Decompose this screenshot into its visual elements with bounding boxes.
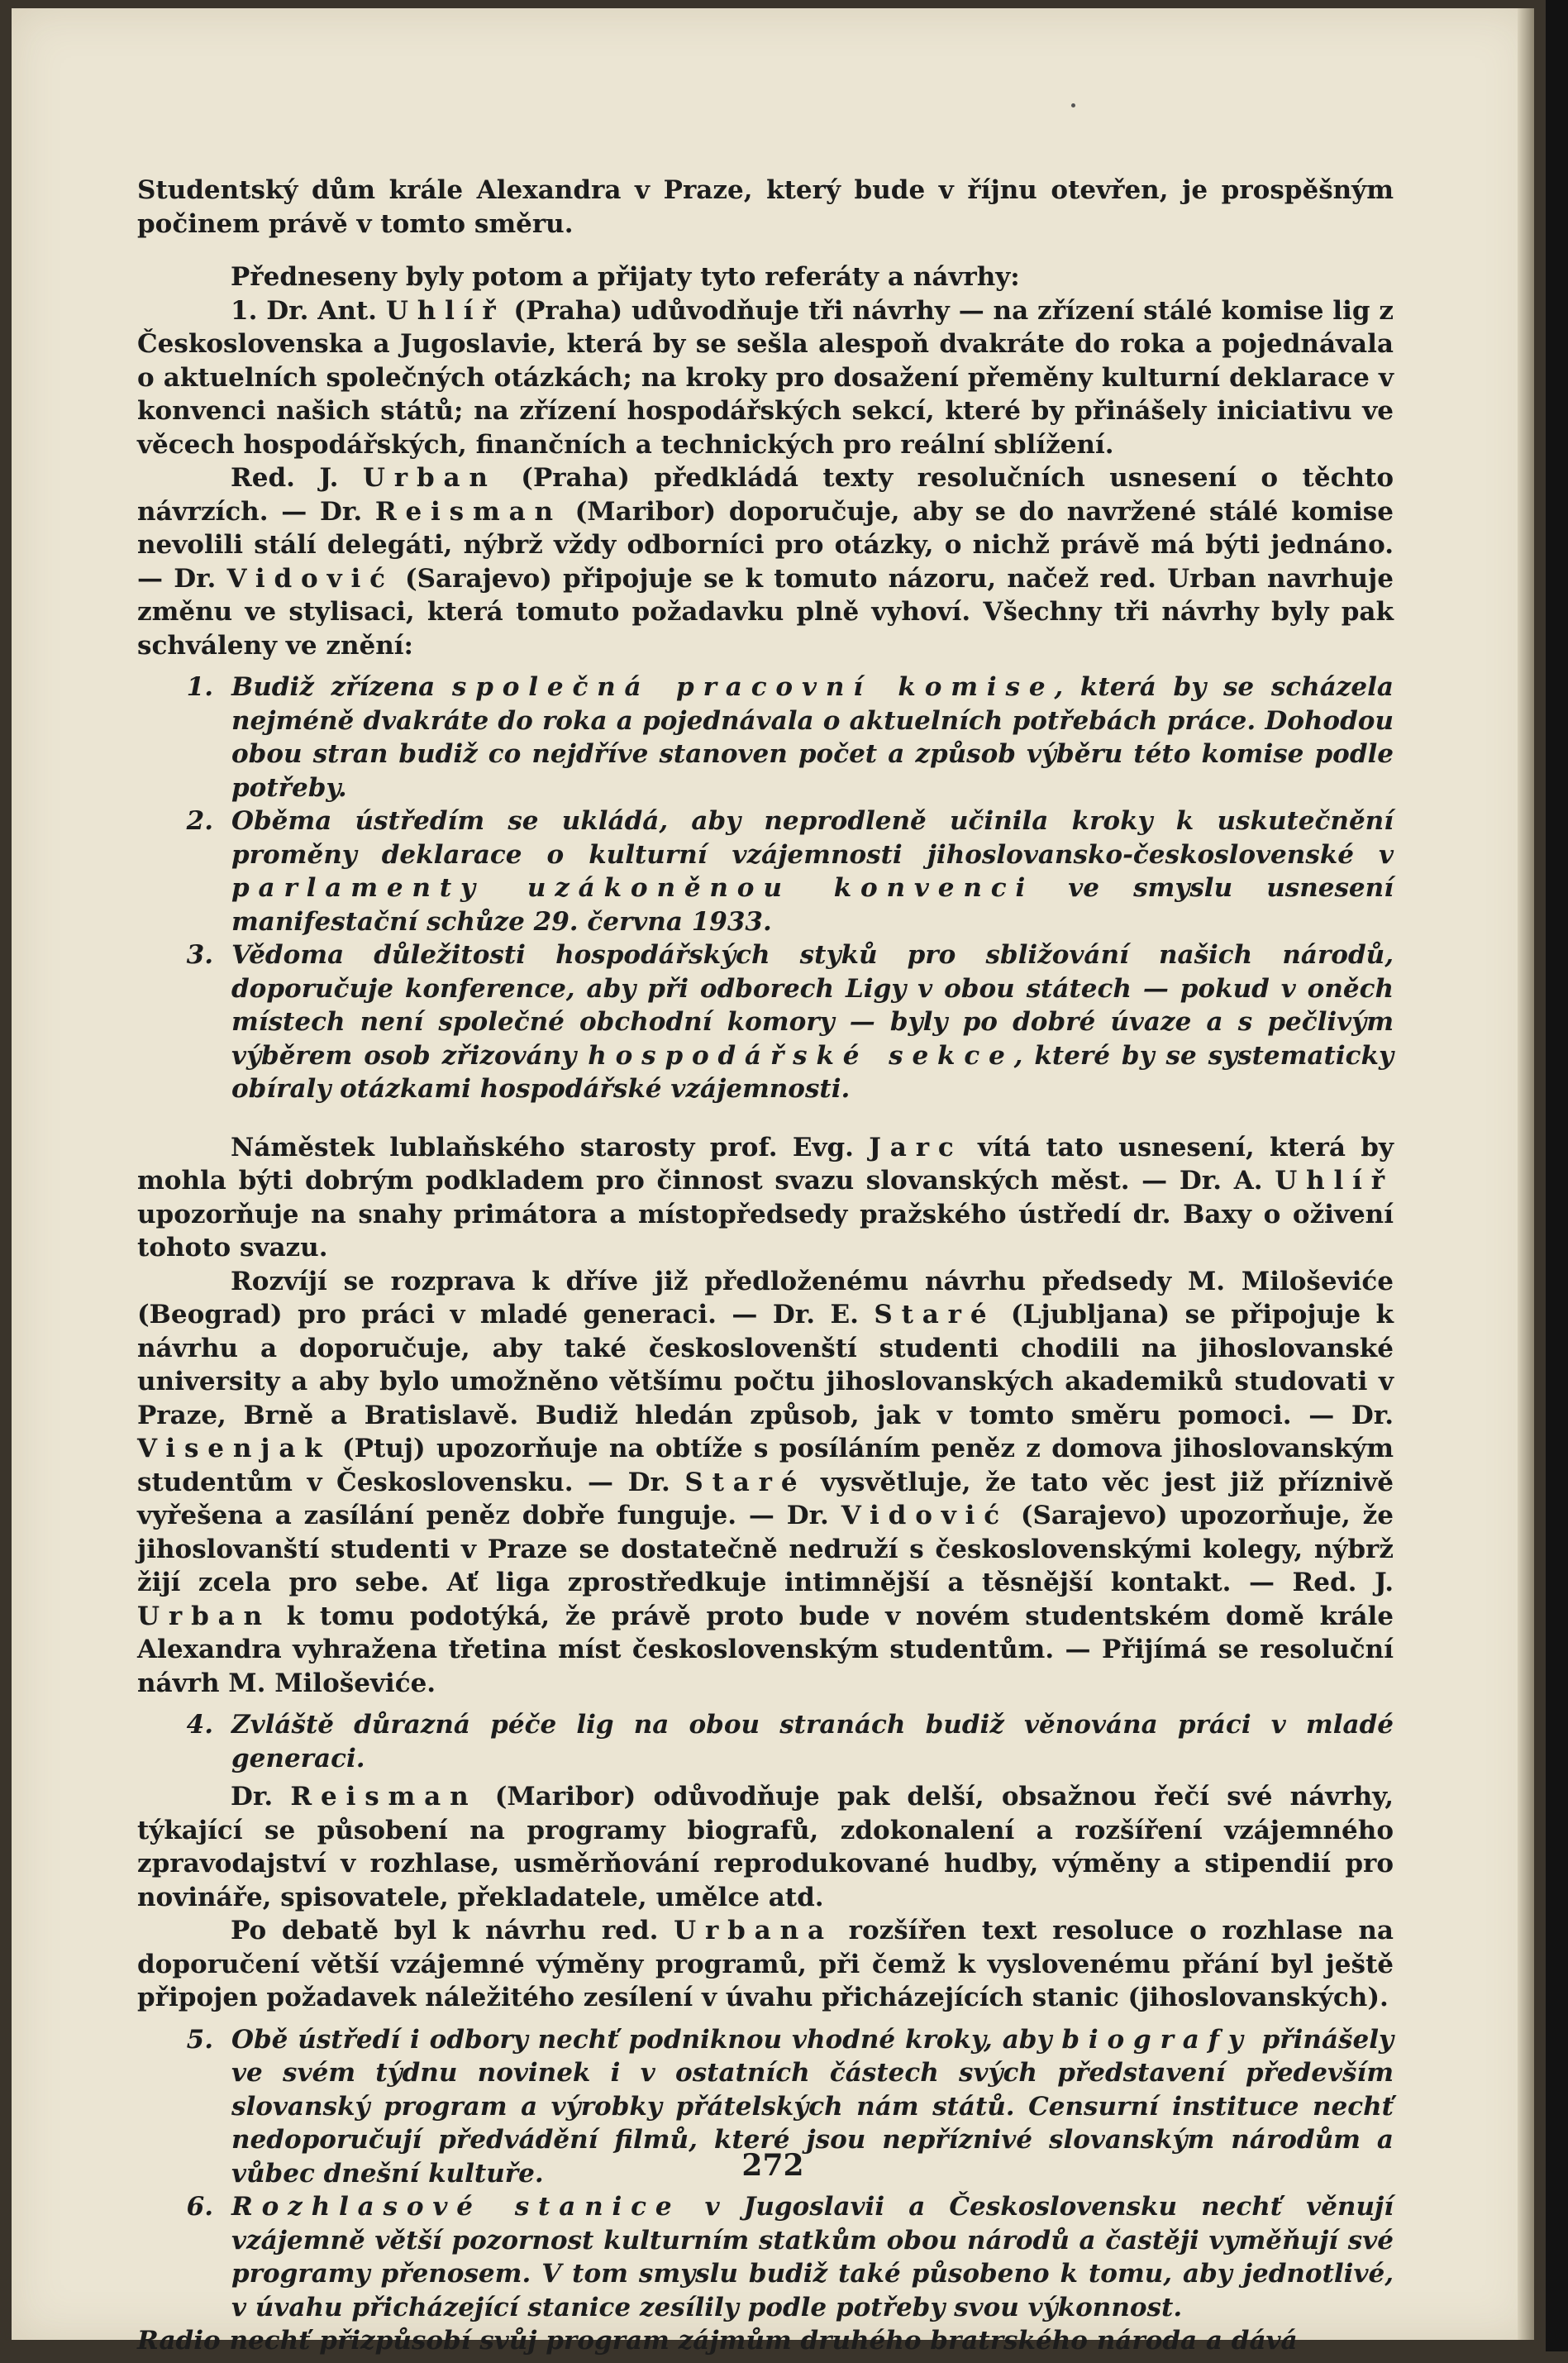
item-text [231,938,1394,1106]
list-item [137,938,1394,1106]
text: (Maribor) doporučuje, aby se do navržené stálé komise nevolili stálí delegáti, nýbrž vždy odborníci pro otázky, o nichž právě má býti jednáno. — Dr. [137,496,1394,594]
text: rozšířen text resoluce o rozhlase na doporučení větší vzájemné výměny programů, při čemž k vyslovenému přání byl ještě připojen požadavek náležitého zesílení v úvahu přicházejících stanic (jihoslovanských). [137,1916,1394,2012]
name-vidovic: Vidović [841,1501,1008,1530]
name-uhlir: Uhlíř [385,295,505,326]
body-text [137,174,1394,2363]
text: Budiž zřízena [231,672,452,702]
text: (Ptuj) upozorňuje na obtíže s posíláním peněz z domova jihoslovanským studentům v Československu. — Dr. [137,1434,1394,1497]
item-number: 6. [186,2192,213,2222]
text: v Jugoslavii a Československu nechť věnují vzájemně větší pozornost kulturním statkům obou národů a častěji vyměňují své programy přenosem. V tom smyslu budiž také působeno k tomu, aby jednotlivé, v úvahu přicházející stanice zesílily podle potřeby svou výkonnost. [231,2192,1394,2322]
text: Náměstek lublaňského starosty prof. Evg. [231,1132,870,1162]
list-item [137,2190,1394,2324]
item-number: 5. [186,2024,213,2055]
resolution-list-2 [137,1708,1394,1775]
scanner-edge [1546,0,1568,2351]
item-text: Zvláště důrazná péče lig na obou stranách budiž věnována práci v mladé generaci. [231,1710,1394,1773]
text: 1. Dr. Ant. [231,295,386,326]
name-vidovic: Vidović [226,563,394,594]
text: (Praha) udůvodňuje tři návrhy — na zřízení stálé komise lig z Československa a Jugoslavie, která by se sešla alespoň dvakráte do roka a pojednávala o aktuelních společných otázkách; na kroky pro dosažení přeměny kulturní deklarace v konvenci našich států; na zřízení hospodářských sekcí, které by přinášely iniciativu ve věcech hospodářských, finančních a technických pro reální sblížení. [137,295,1394,460]
referaty-text: Předneseny byly potom a přijaty tyto referáty a návrhy: [231,262,1020,292]
page-number: 272 [741,2148,804,2183]
item-number: 2. [186,806,213,836]
text: Po debatě byl k návrhu red. [231,1916,674,1945]
text: vysvětluje, že tato věc jest již příznivě vyřešena a zasílání peněz dobře funguje. — Dr. [137,1467,1394,1530]
name-reisman: Reisman [374,496,562,527]
text: Oběma ústředím se ukládá, aby neprodleně učinila kroky k uskutečnění proměny deklarace o kulturní vzájemnosti jihoslovansko-československé v [231,806,1394,870]
text: (Sarajevo) upozorňuje, že jihoslovanští studenti v Praze se dostatečně nedruží s československými kolegy, nýbrž žijí zcela pro sebe. Ať liga zprostředkuje intimnější a těsnější kontakt. — Red. J. [137,1501,1394,1597]
paragraph-uhlir [137,294,1394,462]
resolution-list-3 [137,2023,1394,2358]
name-stare: Staré [874,1300,996,1329]
item-number: 4. [186,1710,213,1740]
text: Vědoma důležitosti hospodářských styků pro sbližování našich národů, doporučuje konference, aby při odborech Ligy v obou státech — pokud v oněch místech není společné obchodní komory — byly po dobré úvaze a s pečlivým výběrem osob zřizovány [231,940,1394,1071]
item-number: 1. [186,672,213,702]
paragraph-debata [137,1914,1394,2015]
text: (Sarajevo) připojuje se k tomuto názoru, načež red. Urban navrhuje změnu ve stylisaci, která tomuto požadavku plně vyhoví. Všechny tři návrhy byly pak schváleny ve znění: [137,563,1394,661]
name-urbana: Urbana [674,1916,833,1945]
list-item [137,671,1394,804]
text: Dr. [231,1782,291,1812]
emphasis: společná pracovní komise [451,672,1055,702]
item-text [231,2190,1394,2324]
paragraph-rozprava [137,1265,1394,1701]
name-stare: Staré [684,1467,807,1497]
paragraph-jarc [137,1131,1394,1265]
list-item [137,804,1394,938]
page [12,8,1534,2356]
text: upozorňuje na snahy primátora a místopředsedy pražského ústředí dr. Baxy o oživení tohoto svazu. [137,1199,1394,1263]
text: přinášely ve svém týdnu novinek i v ostatních částech svých představení především slovanský program a výrobky přátelských nám států. Censurní instituce nechť nedoporučují předvádění filmů, které jsou nepříznivé slovanským národům a vůbec dnešní kultuře. [231,2024,1394,2189]
text: , která by se scházela nejméně dvakráte do roka a pojednávala o aktuelních potřebách práce. Dohodou obou stran budiž co nejdříve stanoven počet a způsob výběru této komise podle potřeby. [231,672,1394,803]
text: Rozvíjí se rozprava k dříve již předloženému návrhu předsedy M. Miloševiće (Beograd) pro práci v mladé generaci. — Dr. E. [137,1266,1394,1329]
text: k tomu podotýká, že právě proto bude v novém studentském domě krále Alexandra vyhražena třetina míst československým studentům. — Přijímá se resoluční návrh M. Miloševiće. [137,1601,1394,1698]
item-text [231,804,1394,938]
paragraph-intro [137,174,1394,241]
text: (Ljubljana) se připojuje k návrhu a doporučuje, aby také českoslovenští studenti chodili na jihoslovanské university a aby bylo umožněno většímu počtu jihoslovanských akademiků studovati v Praze, Brně a Bratislavě. Budiž hledán způsob, jak v tomto směru pomoci. — Dr. [137,1300,1394,1430]
emphasis: hospodářské sekce [588,1040,1014,1071]
name-reisman: Reisman [290,1782,478,1812]
text: Obě ústředí i odbory nechť podniknou vhodné kroky, aby [231,2024,1062,2055]
emphasis: Rozhlasové stanice [231,2192,681,2222]
paragraph-referaty [137,260,1394,294]
name-jarc: Jarc [869,1132,963,1162]
intro-text: Studentský dům krále Alexandra v Praze, který bude v říjnu otevřen, je prospěšným počinem právě v tomto směru. [137,175,1394,239]
text: vítá tato usnesení, která by mohla býti dobrým podkladem pro činnost svazu slovanských měst. — Dr. A. [137,1132,1394,1196]
text: Red. J. [231,463,363,493]
paragraph-urban [137,461,1394,662]
emphasis: biografy [1061,2024,1252,2055]
name-urban: Urban [362,463,497,493]
text: , které by se systematicky obíraly otázkami hospodářské vzájemnosti. [231,1040,1394,1104]
text: (Maribor) odůvodňuje pak delší, obsažnou řečí své návrhy, týkající se působení na programy biografů, zdokonalení a rozšíření vzájemného zpravodajství v rozhlase, usměrňování reprodukované hudby, výměny a stipendií pro novináře, spisovatele, překladatele, umělce atd. [137,1782,1394,1912]
item-number: 3. [186,940,213,970]
name-urban: Urban [137,1601,271,1631]
item-continuation: Radio nechť přizpůsobí svůj program zájmům druhého bratrského národa a dává [137,2326,1298,2356]
emphasis: parlamenty uzákoněnou konvenci [231,873,1035,903]
list-item [137,1708,1394,1775]
name-uhlir: Uhlíř [1275,1166,1394,1196]
paragraph-reisman [137,1780,1394,1914]
resolution-list-1 [137,671,1394,1106]
ink-dot [1071,103,1075,107]
text: (Praha) předkládá texty resolučních usnesení o těchto návrzích. — Dr. [137,463,1394,527]
item-text [231,671,1394,804]
text: ve smyslu usnesení manifestační schůze 29. června 1933. [231,873,1394,937]
name-visenjak: Visenjak [137,1434,331,1463]
